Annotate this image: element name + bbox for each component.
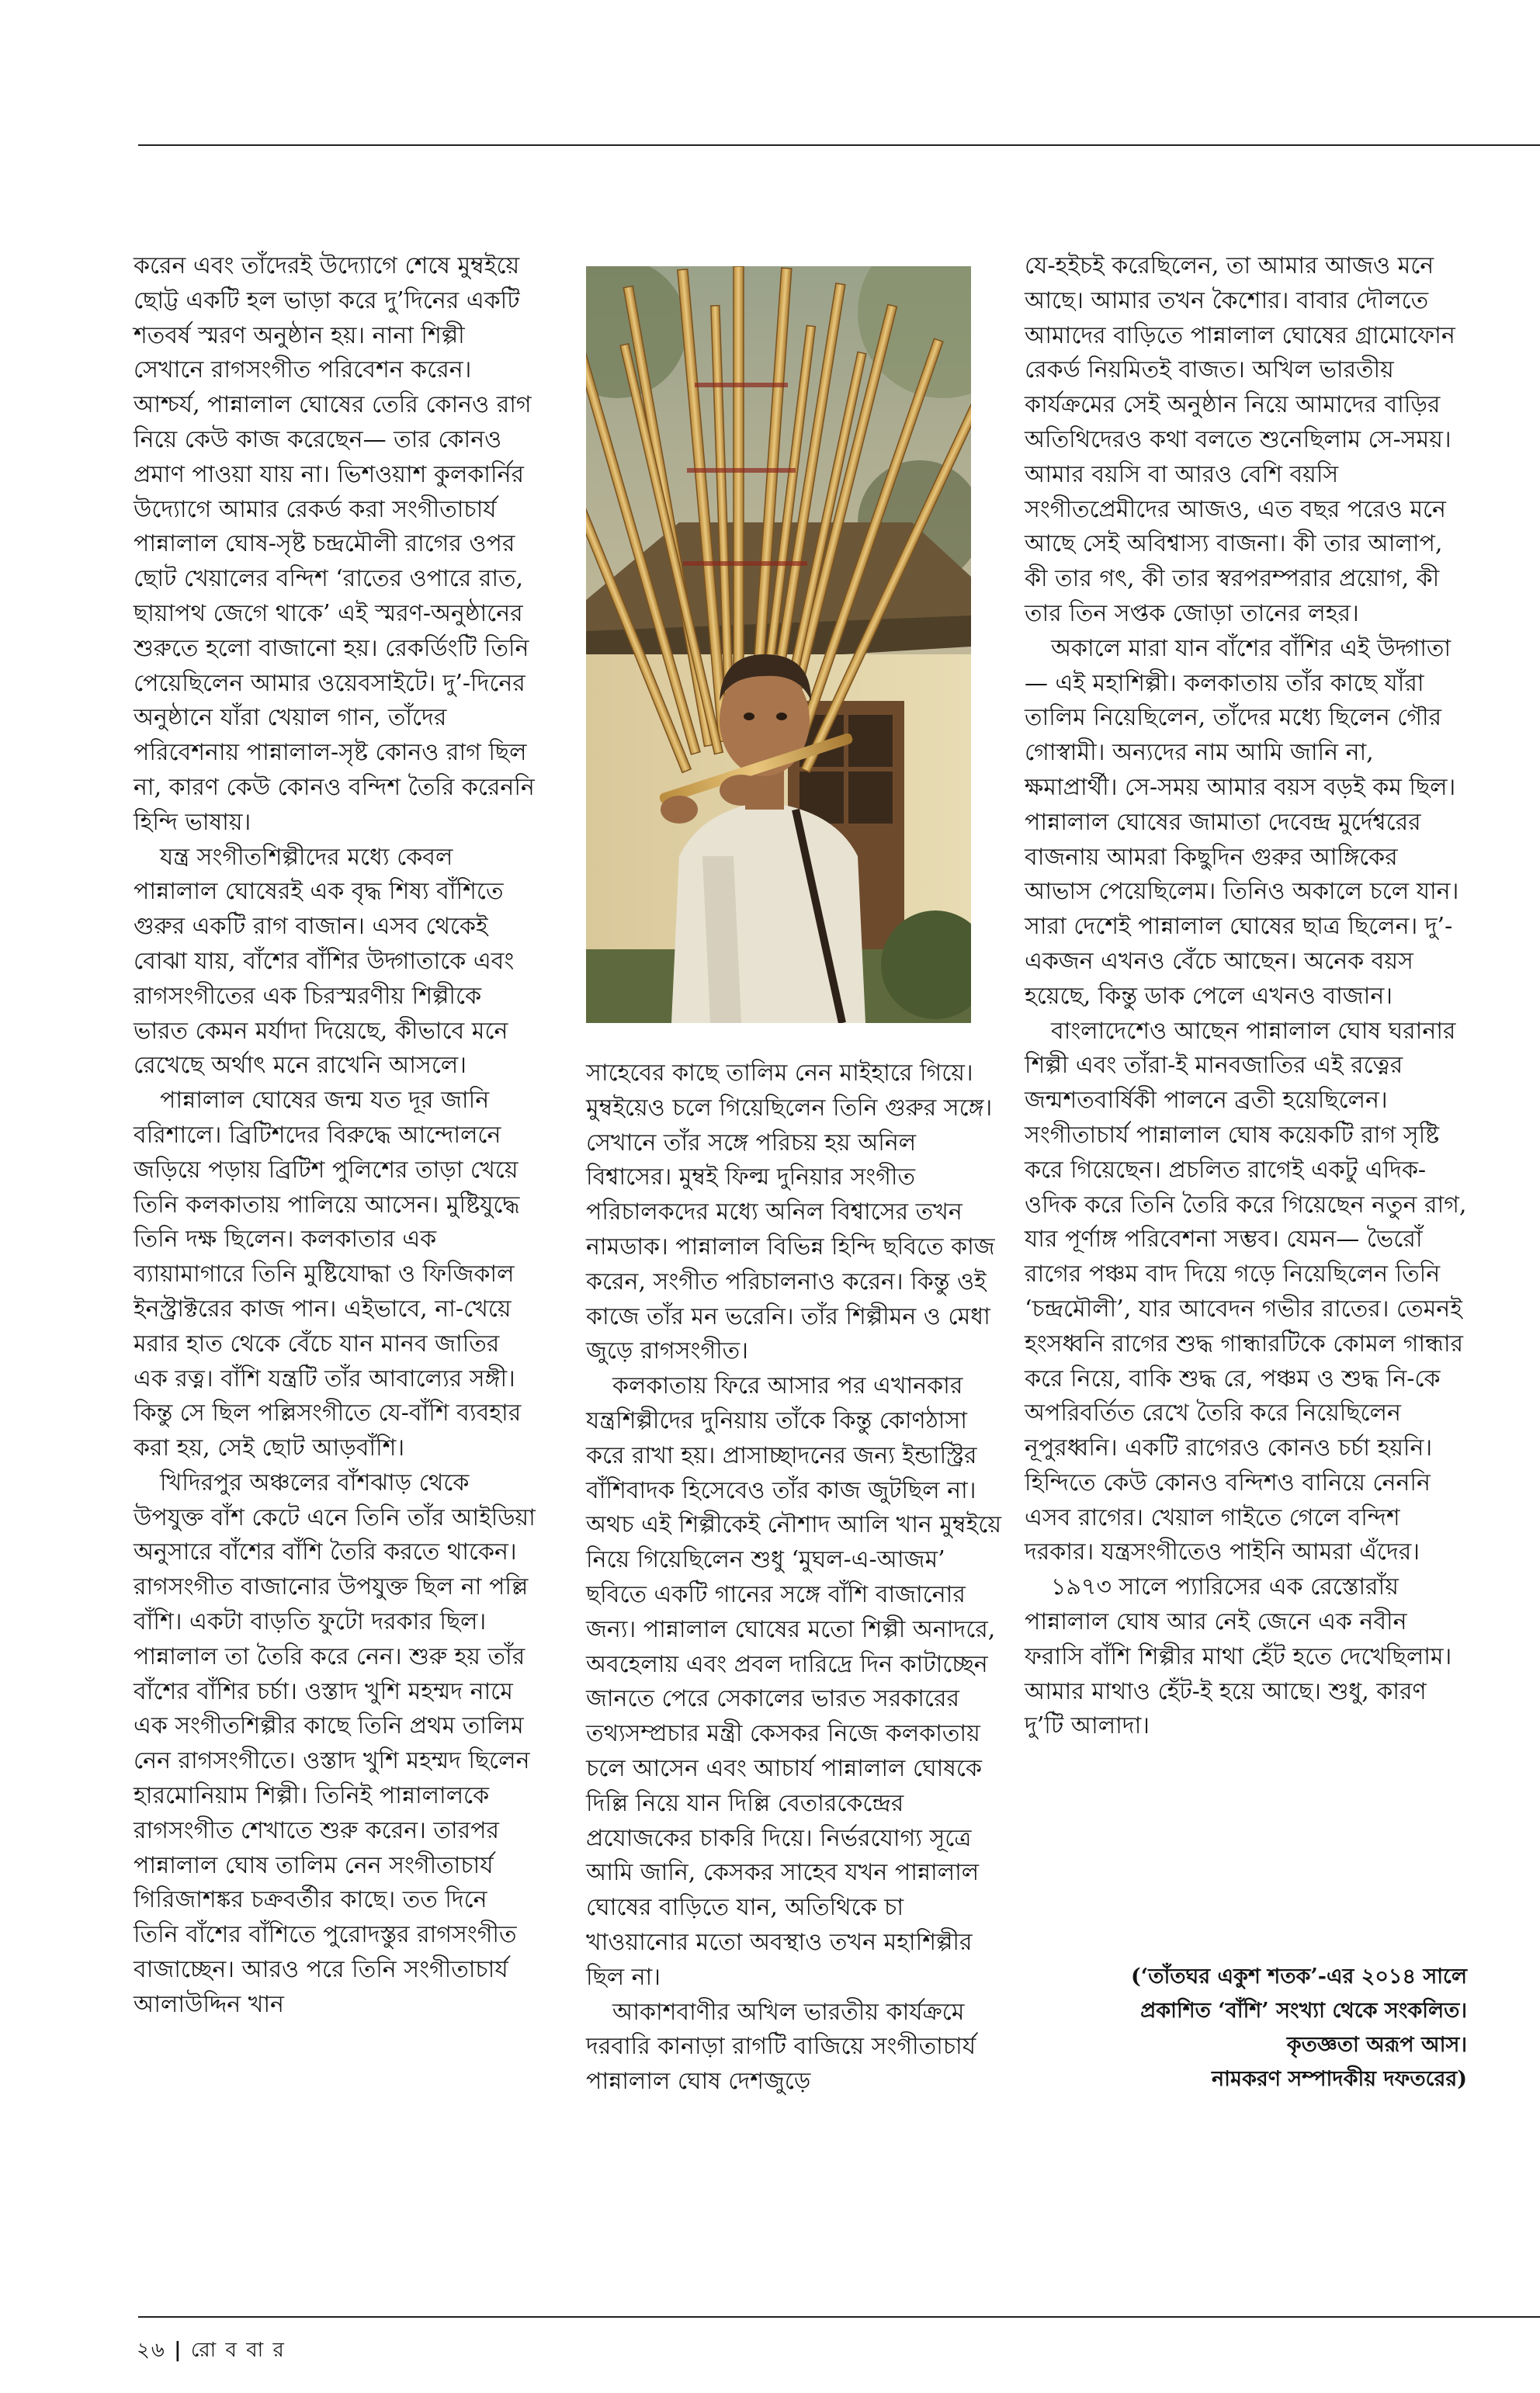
flute-seller-photo <box>586 266 971 1023</box>
paragraph: সাহেবের কাছে তালিম নেন মাইহারে গিয়ে। মুম্বইয়েও চলে গিয়েছিলেন তিনি গুরুর সঙ্গে। সেখানে তাঁর সঙ্গে পরিচয় হয় অনিল বিশ্বাসের। মুম্বই ফিল্ম দুনিয়ার সংগীত পরিচালকদের মধ্যে অনিল বিশ্বাসের তখন নামডাক। পান্নালাল বিভিন্ন হিন্দি ছবিতে কাজ করেন, সংগীত পরিচালনাও করেন। কিন্তু ওই কাজে তাঁর মন ভরেনি। তাঁর শিল্পীমন ও মেধা জুড়ে রাগসংগীত। <box>586 1060 995 1365</box>
paragraph: যে-হইচই করেছিলেন, তা আমার আজও মনে আছে। আমার তখন কৈশোর। বাবার দৌলতে আমাদের বাড়িতে পান্নালাল ঘোষের গ্রামোফোন রেকর্ড নিয়মিতই বাজত। অখিল ভারতীয় কার্যক্রমের সেই অনুষ্ঠান নিয়ে আমাদের বাড়ির অতিথিদেরও কথা বলতে শুনেছিলাম সে-সময়। আমার বয়সি বা আরও বেশি বয়সি সংগীতপ্রেমীদের আজও, এত বছর পরেও মনে আছে সেই অবিশ্বাস্য বাজনা। কী তার আলাপ, কী তার গৎ, কী তার স্বরপরম্পরার প্রয়োগ, কী তার তিন সপ্তক জোড়া তানের লহর। <box>1025 252 1455 627</box>
page-number: ২৬ <box>137 2339 166 2362</box>
paragraph: কলকাতায় ফিরে আসার পর এখানকার যন্ত্রশিল্পীদের দুনিয়ায় তাঁকে কিন্তু কোণঠাসা করে রাখা হয়। প্রাসাচ্ছাদনের জন্য ইন্ডাস্ট্রির বাঁশিবাদক হিসেবেও তাঁর কাজ জুটছিল না। অথচ এই শিল্পীকেই নৌশাদ আলি খান মুম্বইয়ে নিয়ে গিয়েছিলেন শুধু ‘মুঘল-এ-আজম’ ছবিতে একটি গানের সঙ্গে বাঁশি বাজানোর জন্য। পান্নালাল ঘোষের মতো শিল্পী অনাদরে, অবহেলায় এবং প্রবল দারিদ্রে দিন কাটাচ্ছেন জানতে পেরে সেকালের ভারত সরকারের তথ্যসম্প্রচার মন্ত্রী কেসকর নিজে কলকাতায় চলে আসেন এবং আচার্য পান্নালাল ঘোষকে দিল্লি নিয়ে যান দিল্লি বেতারকেন্দ্রের প্রযোজকের চাকরি দিয়ে। নির্ভরযোগ্য সূত্রে আমি জানি, কেসকর সাহেব যখন পান্নালাল ঘোষের বাড়িতে যান, অতিথিকে চা খাওয়ানোর মতো অবস্থাও তখন মহাশিল্পীর ছিল না। <box>586 1372 1001 1991</box>
credit-line: প্রকাশিত ‘বাঁশি’ সংখ্যা থেকে সংকলিত। <box>1140 1999 1467 2023</box>
credit-line: কৃতজ্ঞতা অরূপ আস। <box>1286 2033 1467 2057</box>
paragraph: করেন এবং তাঁদেরই উদ্যোগে শেষে মুম্বইয়ে ছোট্ট একটি হল ভাড়া করে দু’দিনের একটি শতবর্ষ স্মরণ অনুষ্ঠান হয়। নানা শিল্পী সেখানে রাগসংগীত পরিবেশন করেন। আশ্চর্য, পান্নালাল ঘোষের তেরি কোনও রাগ নিয়ে কেউ কাজ করেছেন— তার কোনও প্রমাণ পাওয়া যায় না। ভিশওয়াশ কুলকার্নির উদ্যোগে আমার রেকর্ড করা সংগীতাচার্য পান্নালাল ঘোষ-সৃষ্ট চন্দ্রমৌলী রাগের ওপর ছোট খেয়ালের বন্দিশ ‘রাতের ওপারে রাত, ছায়াপথ জেগে থাকে’ এই স্মরণ-অনুষ্ঠানের শুরুতে হলো বাজানো হয়। রেকর্ডিংটি তিনি পেয়েছিলেন আমার ওয়েবসাইটে। দু’-দিনের অনুষ্ঠানে যাঁরা খেয়াল গান, তাঁদের পরিবেশনায় পান্নালাল-সৃষ্ট কোনও রাগ ছিল না, কারণ কেউ কোনও বন্দিশ তৈরি করেননি হিন্দি ভাষায়। <box>134 252 535 836</box>
article-column-2 <box>586 1056 1001 2100</box>
paragraph: খিদিরপুর অঞ্চলের বাঁশঝাড় থেকে উপযুক্ত বাঁশ কেটে এনে তিনি তাঁর আইডিয়া অনুসারে বাঁশের বাঁশি তৈরি করতে থাকেন। রাগসংগীত বাজানোর উপযুক্ত ছিল না পল্লি বাঁশি। একটা বাড়তি ফুটো দরকার ছিল। পান্নালাল তা তৈরি করে নেন। শুরু হয় তাঁর বাঁশের বাঁশির চর্চা। ওস্তাদ খুশি মহম্মদ নামে এক সংগীতশিল্পীর কাছে তিনি প্রথম তালিম নেন রাগসংগীতে। ওস্তাদ খুশি মহম্মদ ছিলেন হারমোনিয়াম শিল্পী। তিনিই পান্নালালকে রাগসংগীত শেখাতে শুরু করেন। তারপর পান্নালাল ঘোষ তালিম নেন সংগীতাচার্য গিরিজাশঙ্কর চক্রবর্তীর কাছে। তত দিনে তিনি বাঁশের বাঁশিতে পুরোদস্তুর রাগসংগীত বাজাচ্ছেন। আরও পরে তিনি সংগীতাচার্য আলাউদ্দিন খান <box>134 1469 536 2018</box>
paragraph: বাংলাদেশেও আছেন পান্নালাল ঘোষ ঘরানার শিল্পী এবং তাঁরা-ই মানবজাতির এই রত্নের জন্মশতবার্ষিকী পালনে ব্রতী হয়েছিলেন। সংগীতাচার্য পান্নালাল ঘোষ কয়েকটি রাগ সৃষ্টি করে গিয়েছেন। প্রচলিত রাগেই একটু এদিক-ওদিক করে তিনি তৈরি করে গিয়েছেন নতুন রাগ, যার পূর্ণাঙ্গ পরিবেশনা সম্ভব। যেমন— ভৈরোঁ রাগের পঞ্চম বাদ দিয়ে গড়ে নিয়েছিলেন তিনি ‘চন্দ্রমৌলী’, যার আবেদন গভীর রাতের। তেমনই হংসধ্বনি রাগের শুদ্ধ গান্ধারটিকে কোমল গান্ধার করে নিয়ে, বাকি শুদ্ধ রে, পঞ্চম ও শুদ্ধ নি-কে অপরিবর্তিত রেখে তৈরি করে নিয়েছিলেন নূপুরধ্বনি। একটি রাগেরও কোনও চর্চা হয়নি। হিন্দিতে কেউ কোনও বন্দিশও বানিয়ে নেননি এসব রাগের। খেয়াল গাইতে গেলে বন্দিশ দরকার। যন্ত্রসংগীতেও পাইনি আমরা এঁদের। <box>1025 1017 1467 1566</box>
credit-line: (‘তাঁতঘর একুশ শতক’-এর ২০১৪ সালে <box>1131 1965 1467 1989</box>
page-footer <box>137 2334 286 2368</box>
photo-illustration <box>586 266 971 1023</box>
paragraph: পান্নালাল ঘোষের জন্ম যত দূর জানি বরিশালে। ব্রিটিশদের বিরুদ্ধে আন্দোলনে জড়িয়ে পড়ায় ব্রিটিশ পুলিশের তাড়া খেয়ে তিনি কলকাতায় পালিয়ে আসেন। মুষ্টিযুদ্ধে তিনি দক্ষ ছিলেন। কলকাতার এক ব্যায়ামাগারে তিনি মুষ্টিযোদ্ধা ও ফিজিকাল ইনস্ট্রাক্টরের কাজ পান। এইভাবে, না-খেয়ে মরার হাত থেকে বেঁচে যান মানব জাতির এক রত্ন। বাঁশি যন্ত্রটি তাঁর আবাল্যের সঙ্গী। কিন্তু সে ছিল পল্লিসংগীতে যে-বাঁশি ব্যবহার করা হয়, সেই ছোট আড়বাঁশি। <box>134 1087 522 1462</box>
credit-line: নামকরণ সম্পাদকীয় দফতরের) <box>1212 2067 1467 2091</box>
source-credit <box>1032 1960 1467 2096</box>
paragraph: ১৯৭৩ সালে প্যারিসের এক রেস্তোরাঁয় পান্নালাল ঘোষ আর নেই জেনে এক নবীন ফরাসি বাঁশি শিল্পীর মাথা হেঁট হতে দেখেছিলাম। আমার মাথাও হেঁট-ই হয়ে আছে। শুধু, কারণ দু’টি আলাদা। <box>1025 1573 1452 1740</box>
article-column-3 <box>1025 249 1467 1744</box>
magazine-name: রো ব বা র <box>190 2339 286 2362</box>
paragraph: যন্ত্র সংগীতশিল্পীদের মধ্যে কেবল পান্নালাল ঘোষেরই এক বৃদ্ধ শিষ্য বাঁশিতে গুরুর একটি রাগ বাজান। এসব থেকেই বোঝা যায়, বাঁশের বাঁশির উদ্গাতাকে এবং রাগসংগীতের এক চিরস্মরণীয় শিল্পীকে ভারত কেমন মর্যাদা দিয়েছে, কীভাবে মনে রেখেছে অর্থাৎ মনে রাখেনি আসলে। <box>134 843 515 1080</box>
article-column-1 <box>134 249 537 2023</box>
bottom-rule <box>138 2316 1540 2318</box>
paragraph: অকালে মারা যান বাঁশের বাঁশির এই উদ্গাতা— এই মহাশিল্পী। কলকাতায় তাঁর কাছে যাঁরা তালিম নিয়েছিলেন, তাঁদের মধ্যে ছিলেন গৌর গোস্বামী। অন্যদের নাম আমি জানি না, ক্ষমাপ্রার্থী। সে-সময় আমার বয়স বড়ই কম ছিল। পান্নালাল ঘোষের জামাতা দেবেন্দ্র মুর্দেশ্বরের বাজনায় আমরা কিছুদিন গুরুর আঙ্গিকের আভাস পেয়েছিলেম। তিনিও অকালে চলে যান। সারা দেশেই পান্নালাল ঘোষের ছাত্র ছিলেন। দু’-একজন এখনও বেঁচে আছেন। অনেক বয়স হয়েছে, কিন্তু ডাক পেলে এখনও বাজান। <box>1025 634 1459 1010</box>
top-rule <box>138 144 1540 146</box>
footer-separator: | <box>174 2339 183 2362</box>
paragraph: আকাশবাণীর অখিল ভারতীয় কার্যক্রমে দরবারি কানাড়া রাগটি বাজিয়ে সংগীতাচার্য পান্নালাল ঘোষ দেশজুড়ে <box>586 1998 976 2096</box>
